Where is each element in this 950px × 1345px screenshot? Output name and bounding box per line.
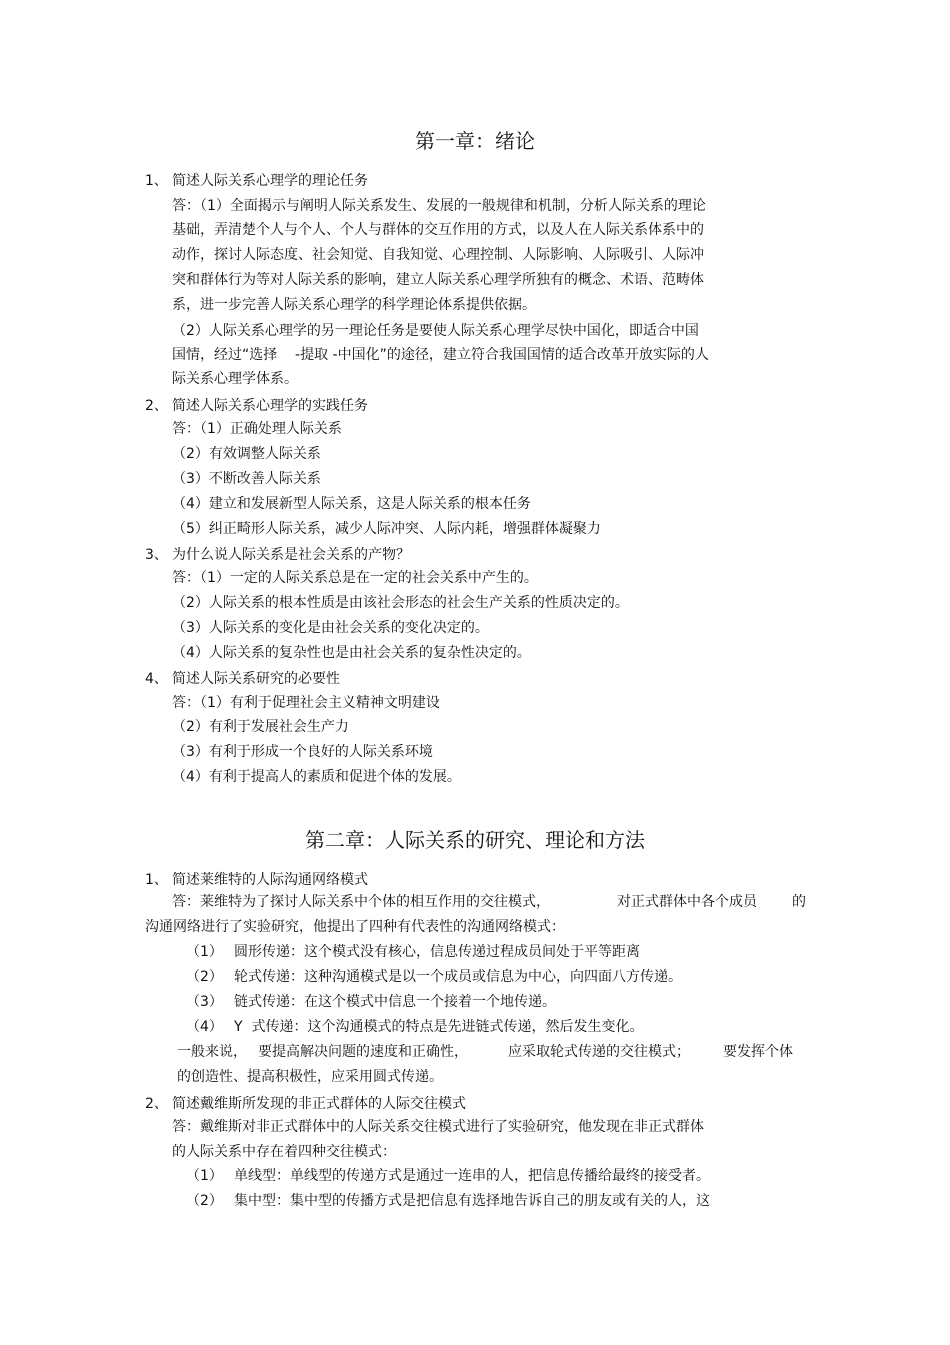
answer-line: （2）有效调整人际关系: [172, 446, 321, 462]
answer-line: 的创造性、提高积极性，应采用圆式传递。: [177, 1069, 443, 1085]
list-item: 单线型：单线型的传递方式是通过一连串的人，把信息传播给最终的接受者。: [234, 1168, 710, 1184]
question-title: 简述戴维斯所发现的非正式群体的人际交往模式: [172, 1096, 466, 1112]
answer-line: 际关系心理学体系。: [172, 371, 298, 387]
answer-line: 答：（1）全面揭示与阐明人际关系发生、发展的一般规律和机制，分析人际关系的理论: [172, 198, 706, 214]
answer-line: 答：（1）有利于促理社会主义精神文明建设: [172, 695, 440, 711]
list-number: （1）: [186, 944, 223, 960]
question-number: 1、: [145, 173, 168, 189]
question-title: 为什么说人际关系是社会关系的产物？: [172, 547, 410, 563]
answer-line: （2）有利于发展社会生产力: [172, 719, 349, 735]
list-item: Y 式传递：这个沟通模式的特点是先进链式传递，然后发生变化。: [234, 1019, 644, 1035]
list-item: 集中型：集中型的传播方式是把信息有选择地告诉自己的朋友或有关的人，这: [234, 1193, 710, 1209]
question-number: 2、: [145, 398, 168, 414]
chapter-1-title: 第一章：绪论: [415, 129, 535, 153]
chapter-2-title: 第二章：人际关系的研究、理论和方法: [305, 828, 645, 852]
question-number: 4、: [145, 671, 168, 687]
list-number: （4）: [186, 1019, 223, 1035]
answer-line: （4）有利于提高人的素质和促进个体的发展。: [172, 769, 461, 785]
list-number: （1）: [186, 1168, 223, 1184]
answer-line: （2）人际关系心理学的另一理论任务是要使人际关系心理学尽快中国化，即适合中国: [172, 323, 699, 339]
question-number: 1、: [145, 872, 168, 888]
answer-line: 要发挥个体: [723, 1044, 793, 1060]
answer-line: 答：戴维斯对非正式群体中的人际关系交往模式进行了实验研究，他发现在非正式群体: [172, 1119, 704, 1135]
list-item: 链式传递：在这个模式中信息一个接着一个地传递。: [234, 994, 556, 1010]
list-number: （2）: [186, 969, 223, 985]
answer-line: 对正式群体中各个成员: [617, 894, 757, 910]
list-number: （3）: [186, 994, 223, 1010]
answer-line: （3）不断改善人际关系: [172, 471, 321, 487]
answer-line: 基础，弄清楚个人与个人、个人与群体的交互作用的方式，以及人在人际关系体系中的: [172, 222, 704, 238]
answer-line: 的: [792, 894, 806, 910]
answer-line: 答：（1）一定的人际关系总是在一定的社会关系中产生的。: [172, 570, 538, 586]
list-item: 轮式传递：这种沟通模式是以一个成员或信息为中心，向四面八方传递。: [234, 969, 682, 985]
answer-line: 系，进一步完善人际关系心理学的科学理论体系提供依据。: [172, 297, 536, 313]
list-number: （2）: [186, 1193, 223, 1209]
answer-line: （5）纠正畸形人际关系，减少人际冲突、人际内耗，增强群体凝聚力: [172, 521, 601, 537]
question-title: 简述莱维特的人际沟通网络模式: [172, 872, 368, 888]
answer-line: 沟通网络进行了实验研究，他提出了四种有代表性的沟通网络模式：: [145, 919, 565, 935]
question-number: 2、: [145, 1096, 168, 1112]
answer-line: 一般来说，: [177, 1044, 247, 1060]
answer-line: 应采取轮式传递的交往模式；: [508, 1044, 690, 1060]
question-number: 3、: [145, 547, 168, 563]
answer-line: （2）人际关系的根本性质是由该社会形态的社会生产关系的性质决定的。: [172, 595, 629, 611]
answer-line: 动作，探讨人际态度、社会知觉、自我知觉、心理控制、人际影响、人际吸引、人际冲: [172, 247, 704, 263]
list-item: 圆形传递：这个模式没有核心，信息传递过程成员间处于平等距离: [234, 944, 640, 960]
question-title: 简述人际关系心理学的理论任务: [172, 173, 368, 189]
answer-line: （4）人际关系的复杂性也是由社会关系的复杂性决定的。: [172, 645, 531, 661]
answer-line: 国情，经过“选择 -提取 -中国化”的途径，建立符合我国国情的适合改革开放实际的人: [172, 347, 709, 363]
question-title: 简述人际关系研究的必要性: [172, 671, 340, 687]
answer-line: 的人际关系中存在着四种交往模式：: [172, 1144, 396, 1160]
question-title: 简述人际关系心理学的实践任务: [172, 398, 368, 414]
answer-line: （4）建立和发展新型人际关系，这是人际关系的根本任务: [172, 496, 531, 512]
answer-line: 要提高解决问题的速度和正确性，: [258, 1044, 468, 1060]
answer-line: （3）有利于形成一个良好的人际关系环境: [172, 744, 433, 760]
answer-line: 答：莱维特为了探讨人际关系中个体的相互作用的交往模式，: [172, 894, 550, 910]
answer-line: 答：（1）正确处理人际关系: [172, 421, 342, 437]
answer-line: （3）人际关系的变化是由社会关系的变化决定的。: [172, 620, 489, 636]
answer-line: 突和群体行为等对人际关系的影响，建立人际关系心理学所独有的概念、术语、范畴体: [172, 272, 704, 288]
